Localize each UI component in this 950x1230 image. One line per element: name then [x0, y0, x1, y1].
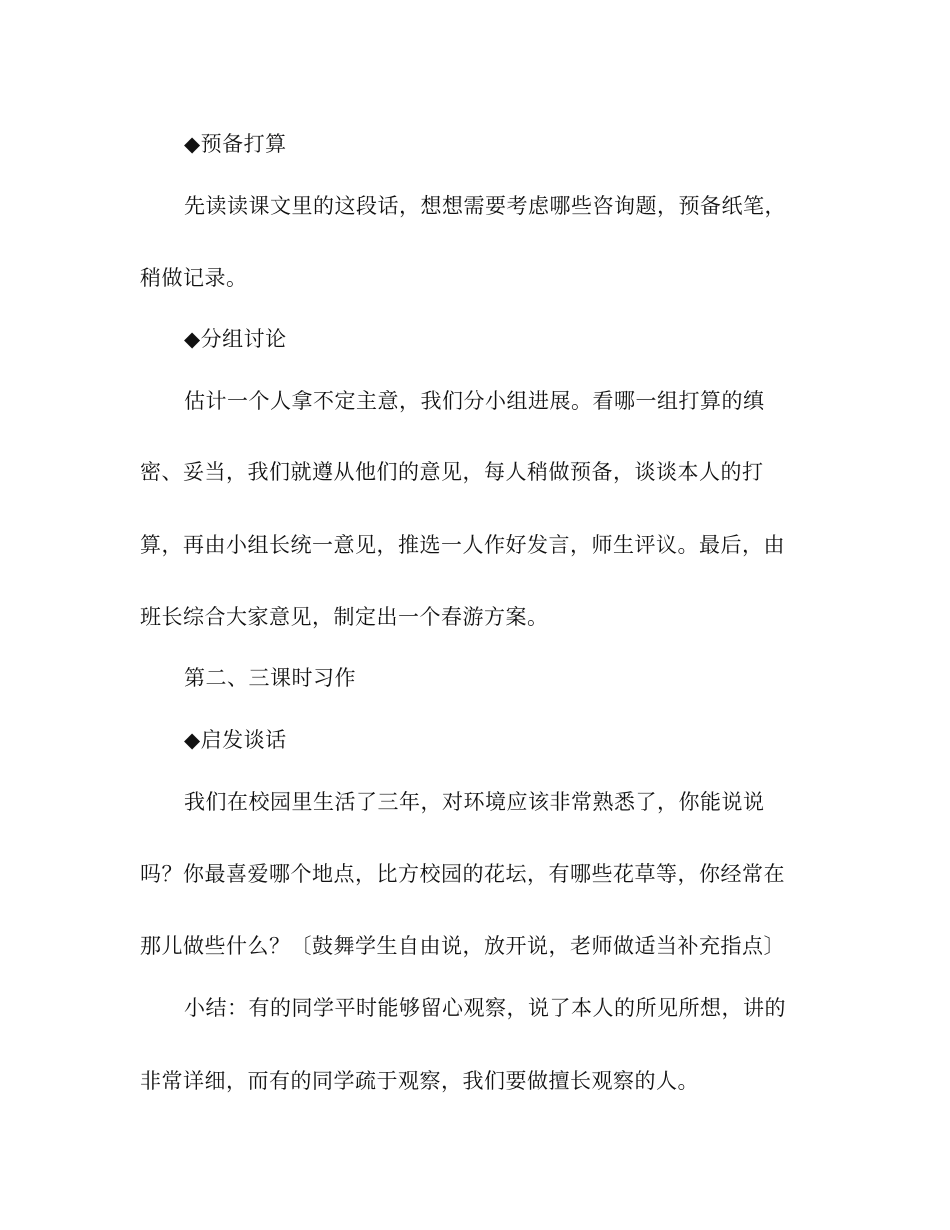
paragraph-line: 那儿做些什么？〔鼓舞学生自由说，放开说，老师做适当补充指点〕	[140, 934, 785, 958]
heading-inspire-talk: ◆启发谈话	[184, 728, 287, 752]
paragraph-line: 非常详细，而有的同学疏于观察，我们要做擅长观察的人。	[140, 1069, 699, 1093]
paragraph-line: 先读读课文里的这段话，想想需要考虑哪些咨询题，预备纸笔，	[184, 194, 786, 218]
paragraph-line: 吗？你最喜爱哪个地点，比方校园的花坛，有哪些花草等，你经常在	[140, 862, 785, 886]
paragraph-line: 稍做记录。	[140, 266, 248, 290]
heading-prepare-plan: ◆预备打算	[184, 132, 287, 156]
summary-paragraph-line: 小结：有的同学平时能够留心观察，说了本人的所见所想，讲的	[184, 996, 786, 1020]
heading-group-discussion: ◆分组讨论	[184, 327, 287, 351]
paragraph-line: 密、妥当，我们就遵从他们的意见，每人稍做预备，谈谈本人的打	[140, 460, 764, 484]
paragraph-line: 班长综合大家意见，制定出一个春游方案。	[140, 605, 549, 629]
paragraph-line: 算，再由小组长统一意见，推选一人作好发言，师生评议。最后，由	[140, 533, 785, 557]
section-heading: 第二、三课时习作	[184, 666, 356, 690]
paragraph-line: 我们在校园里生活了三年，对环境应该非常熟悉了，你能说说	[184, 790, 765, 814]
paragraph-line: 估计一个人拿不定主意，我们分小组进展。看哪一组打算的缜	[184, 389, 765, 413]
